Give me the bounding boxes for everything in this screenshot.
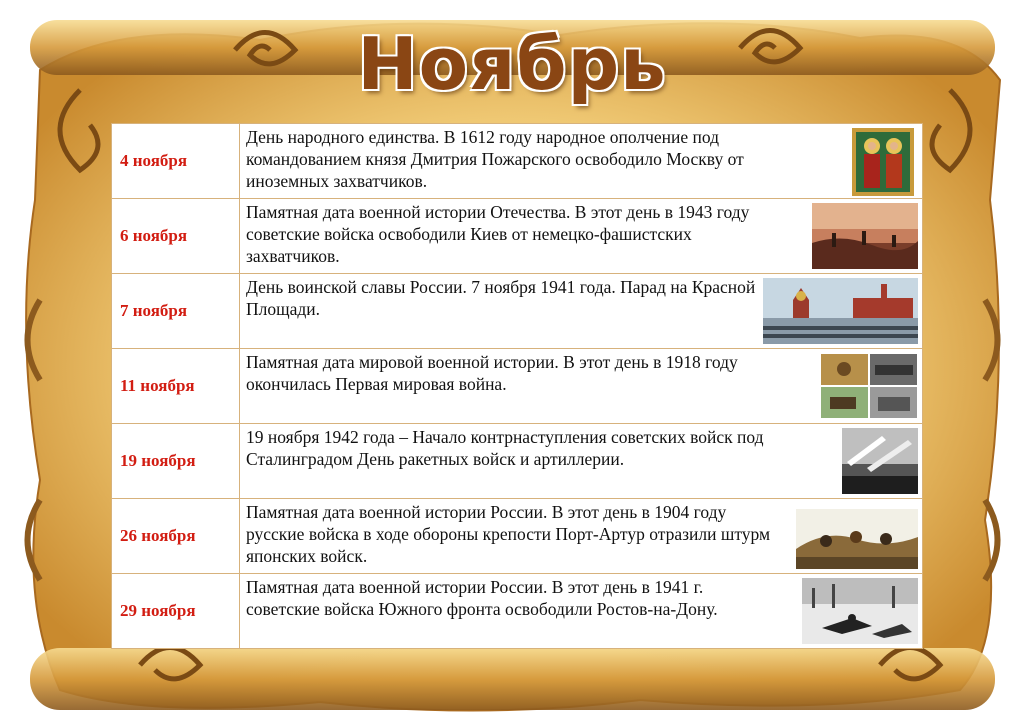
table-row — [112, 349, 923, 424]
event-date: 7 ноября — [112, 274, 240, 349]
events-table — [111, 123, 923, 649]
event-date: 4 ноября — [112, 124, 240, 199]
event-cell — [240, 199, 923, 274]
event-description: День воинской славы России. 7 ноября 1941 года. Парад на Красной Площади. — [246, 277, 756, 319]
table-row — [112, 574, 923, 649]
table-row — [112, 424, 923, 499]
event-image-red-square-parade — [763, 278, 918, 344]
table-row — [112, 274, 923, 349]
event-cell — [240, 424, 923, 499]
event-image-icon-saints — [852, 128, 914, 196]
event-cell — [240, 274, 923, 349]
event-date: 11 ноября — [112, 349, 240, 424]
event-cell — [240, 499, 923, 574]
event-image-port-arthur-painting — [796, 509, 918, 569]
event-description: 19 ноября 1942 года – Начало контрнаступления советских войск под Сталинградом День ракетных войск и артиллерии. — [246, 427, 764, 469]
event-cell — [240, 349, 923, 424]
event-description: Памятная дата мировой военной истории. В этот день в 1918 году окончилась Первая мировая война. — [246, 352, 738, 394]
event-date: 6 ноября — [112, 199, 240, 274]
table-row — [112, 124, 923, 199]
event-image-rocket-artillery — [842, 428, 918, 494]
table-row — [112, 199, 923, 274]
event-date: 19 ноября — [112, 424, 240, 499]
event-date: 29 ноября — [112, 574, 240, 649]
event-image-winter-soldiers — [802, 578, 918, 644]
event-image-battle-painting — [812, 203, 918, 269]
event-date: 26 ноября — [112, 499, 240, 574]
event-description: Памятная дата военной истории России. В этот день в 1904 году русские войска в ходе обороны крепости Порт-Артур отразили штурм японских войск. — [246, 502, 771, 566]
event-description: День народного единства. В 1612 году народное ополчение под командованием князя Дмитрия Пожарского освободило Москву от иноземных захватчиков. — [246, 127, 744, 191]
event-description: Памятная дата военной истории России. В этот день в 1941 г. советские войска Южного фронта освободили Ростов-на-Дону. — [246, 577, 718, 619]
event-cell — [240, 574, 923, 649]
event-image-ww1-collage — [820, 353, 918, 419]
page-title: Ноябрь — [357, 22, 667, 106]
event-description: Памятная дата военной истории Отечества. В этот день в 1943 году советские войска освободили Киев от немецко-фашистских захватчиков. — [246, 202, 750, 266]
table-row — [112, 499, 923, 574]
event-cell — [240, 124, 923, 199]
